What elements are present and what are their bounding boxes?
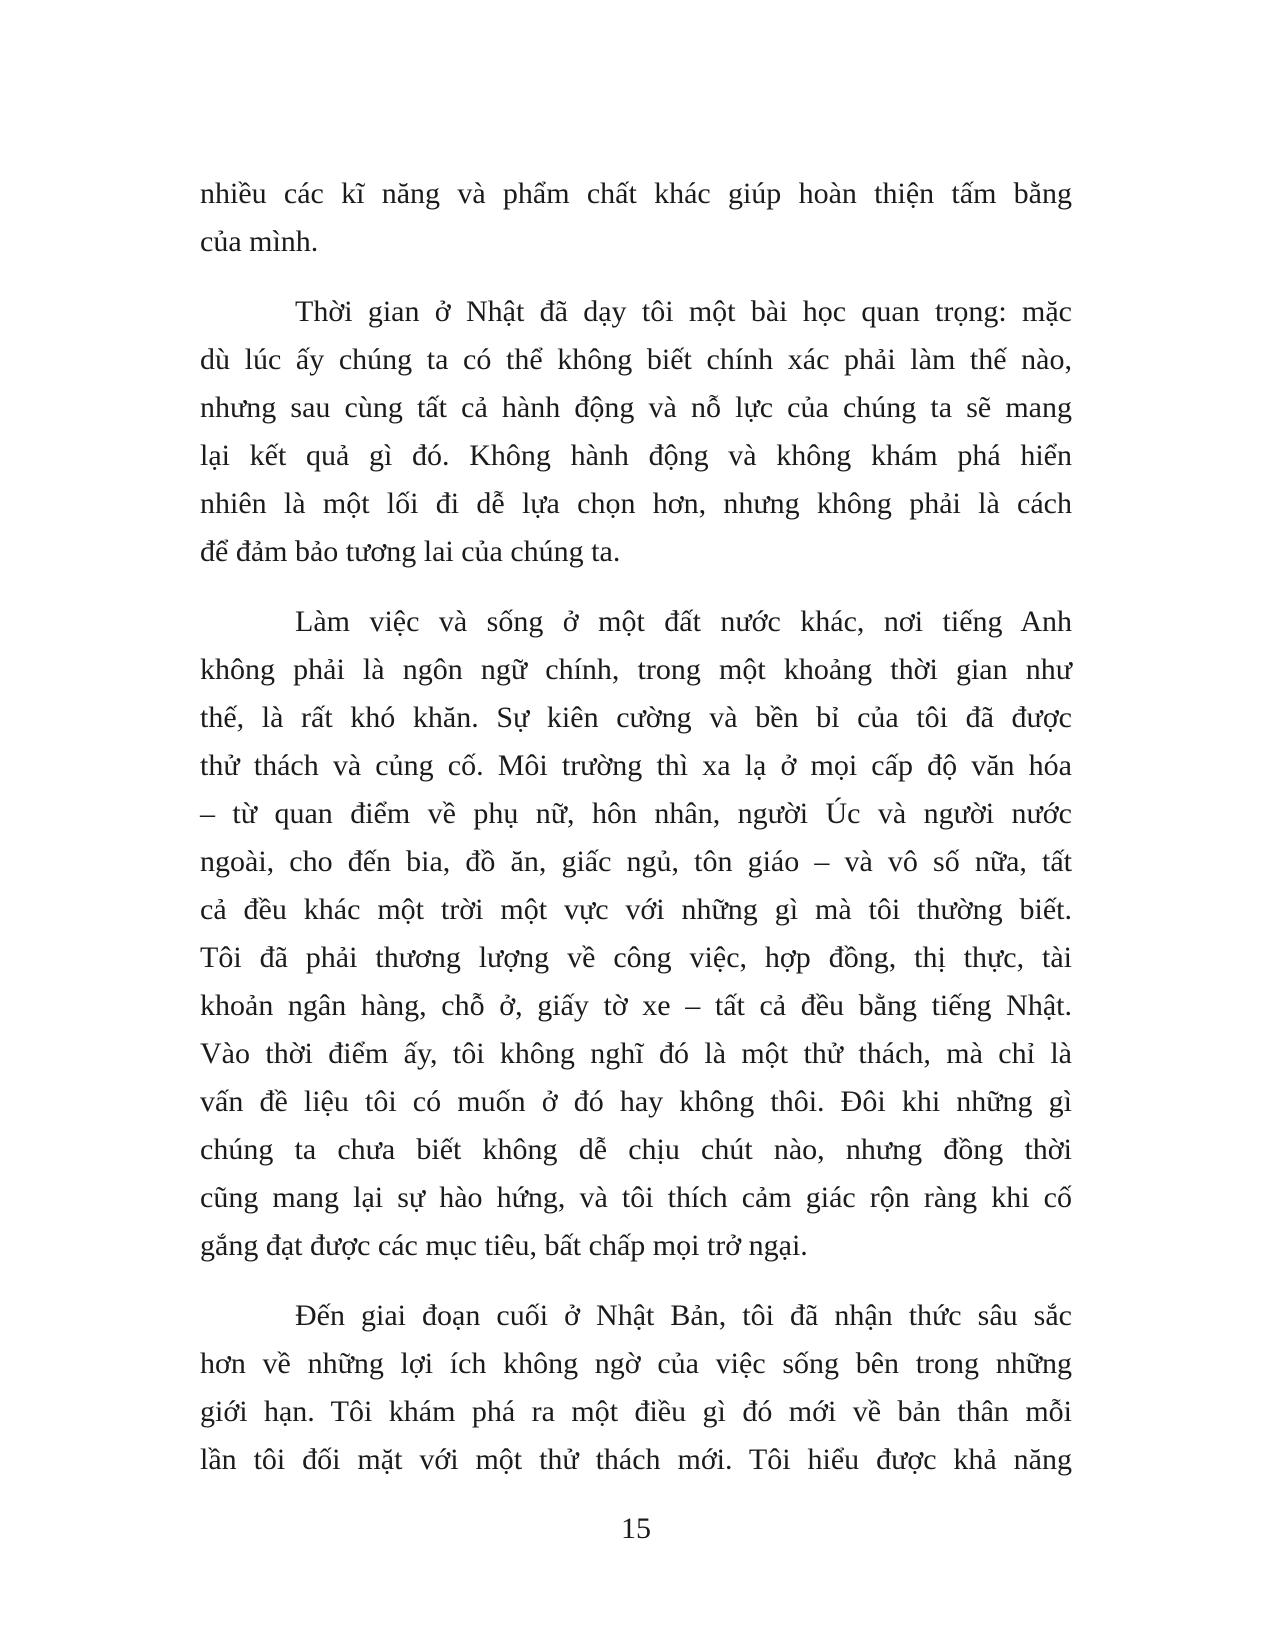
text-line: giới hạn. Tôi khám phá ra một điều gì đó mới về bản thân mỗi	[200, 1395, 1072, 1428]
text-line: nhiều các kĩ năng và phẩm chất khác giúp hoàn thiện tấm bằng	[200, 177, 1072, 210]
paragraph	[200, 170, 1072, 266]
text-line: – từ quan điểm về phụ nữ, hôn nhân, người Úc và người nước	[200, 797, 1072, 830]
text-line: của mình.	[200, 225, 319, 258]
text-line: dù lúc ấy chúng ta có thể không biết chính xác phải làm thế nào,	[200, 343, 1072, 376]
page-number: 15	[621, 1512, 651, 1545]
paragraph	[200, 288, 1072, 576]
text-line: Vào thời điểm ấy, tôi không nghĩ đó là một thử thách, mà chỉ là	[200, 1037, 1072, 1070]
paragraph	[200, 598, 1072, 1270]
text-line: cũng mang lại sự hào hứng, và tôi thích cảm giác rộn ràng khi cố	[200, 1181, 1072, 1214]
text-line: lần tôi đối mặt với một thử thách mới. Tôi hiểu được khả năng	[200, 1443, 1072, 1476]
text-line: vấn đề liệu tôi có muốn ở đó hay không thôi. Đôi khi những gì	[200, 1085, 1072, 1118]
text-line: lại kết quả gì đó. Không hành động và không khám phá hiển	[200, 439, 1072, 472]
text-line: Đến giai đoạn cuối ở Nhật Bản, tôi đã nhận thức sâu sắc	[295, 1299, 1072, 1332]
text-line: ngoài, cho đến bia, đồ ăn, giấc ngủ, tôn giáo – và vô số nữa, tất	[200, 845, 1072, 878]
text-line: Làm việc và sống ở một đất nước khác, nơi tiếng Anh	[295, 605, 1072, 638]
text-line: không phải là ngôn ngữ chính, trong một khoảng thời gian như	[200, 653, 1072, 686]
text-line: để đảm bảo tương lai của chúng ta.	[200, 535, 621, 568]
text-line: Tôi đã phải thương lượng về công việc, hợp đồng, thị thực, tài	[200, 941, 1072, 974]
text-line: chúng ta chưa biết không dễ chịu chút nào, nhưng đồng thời	[200, 1133, 1072, 1166]
text-line: khoản ngân hàng, chỗ ở, giấy tờ xe – tất cả đều bằng tiếng Nhật.	[200, 989, 1072, 1022]
text-line: hơn về những lợi ích không ngờ của việc sống bên trong những	[200, 1347, 1072, 1380]
text-line: nhiên là một lối đi dễ lựa chọn hơn, nhưng không phải là cách	[200, 487, 1072, 520]
paragraph	[200, 1292, 1072, 1484]
text-line: gắng đạt được các mục tiêu, bất chấp mọi trở ngại.	[200, 1229, 808, 1262]
text-line: nhưng sau cùng tất cả hành động và nỗ lực của chúng ta sẽ mang	[200, 391, 1072, 424]
text-line: thế, là rất khó khăn. Sự kiên cường và bền bỉ của tôi đã được	[200, 701, 1072, 734]
text-line: cả đều khác một trời một vực với những gì mà tôi thường biết.	[200, 893, 1072, 926]
page-text-block	[200, 170, 1072, 1506]
text-line: Thời gian ở Nhật đã dạy tôi một bài học quan trọng: mặc	[295, 295, 1072, 328]
text-line: thử thách và củng cố. Môi trường thì xa lạ ở mọi cấp độ văn hóa	[200, 749, 1072, 782]
